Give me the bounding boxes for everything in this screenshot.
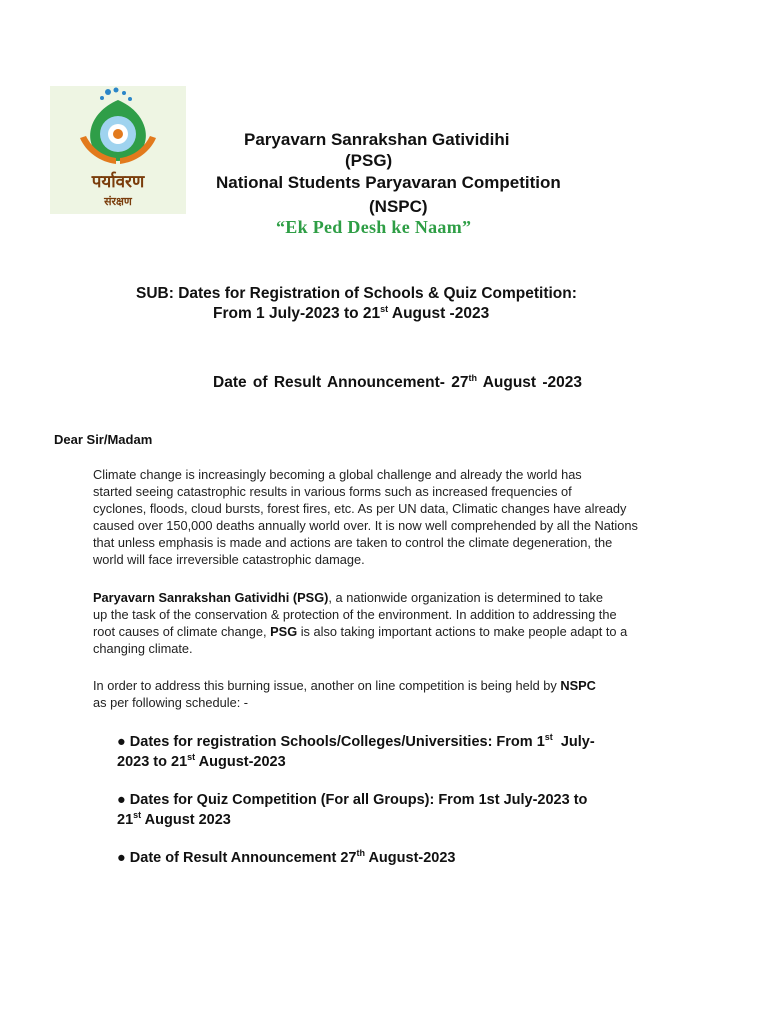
greeting: Dear Sir/Madam	[54, 432, 153, 447]
leaf-globe-logo-icon	[50, 86, 186, 170]
subject-dates: From 1 July-2023 to 21st August -2023	[213, 303, 490, 322]
subject-line: SUB: Dates for Registration of Schools & Quiz Competition:	[136, 285, 577, 302]
competition-abbr: (NSPC)	[369, 197, 428, 216]
paragraph-psg: Paryavarn Sanrakshan Gatividhi (PSG), a nationwide organization is determined to take up the task of the conservation & protection of the environment. In addition to addressing the root causes of climate change, PSG is also taking important actions to make people adapt to a changing climate.	[93, 590, 628, 656]
bullet-quiz-dates: ● Dates for Quiz Competition (For all Groups): From 1st July-2023 to 21st August 2023	[117, 792, 588, 828]
paragraph-schedule-intro: In order to address this burning issue, another on line competition is being held by NSPC as per following schedule: -	[93, 678, 596, 710]
bullet-result-date: ● Date of Result Announcement 27th August-2023	[117, 848, 456, 866]
org-name: Paryavarn Sanrakshan Gatividihi	[244, 130, 510, 149]
organization-logo	[50, 86, 186, 214]
bullet-icon: ●	[117, 734, 126, 750]
logo-text-hindi: पर्यावरण	[91, 172, 145, 192]
logo-subtext-hindi: संरक्षण	[104, 195, 132, 208]
result-announcement-date: Date of Result Announcement- 27th August -2023	[213, 372, 583, 391]
competition-name: National Students Paryavaran Competition	[216, 173, 561, 192]
bullet-registration-dates: ● Dates for registration Schools/Colleges/Universities: From 1st July- 2023 to 21st August-2023	[117, 732, 595, 770]
paragraph-climate-change: Climate change is increasingly becoming a global challenge and already the world has started seeing catastrophic results in various forms such as increased frequencies of cyclones, floods, cloud bursts, forest fires, etc. As per UN data, Climatic changes have already caused over 150,000 deaths annually world over. It is now well comprehended by all the Nations that unless emphasis is made and actions are taken to control the climate degeneration, the world will face irreversible catastrophic damage.	[93, 467, 638, 567]
slogan: “Ek Ped Desh ke Naam”	[276, 217, 472, 237]
bullet-icon: ●	[117, 792, 126, 808]
org-abbr: (PSG)	[345, 151, 393, 170]
bullet-icon: ●	[117, 850, 126, 866]
